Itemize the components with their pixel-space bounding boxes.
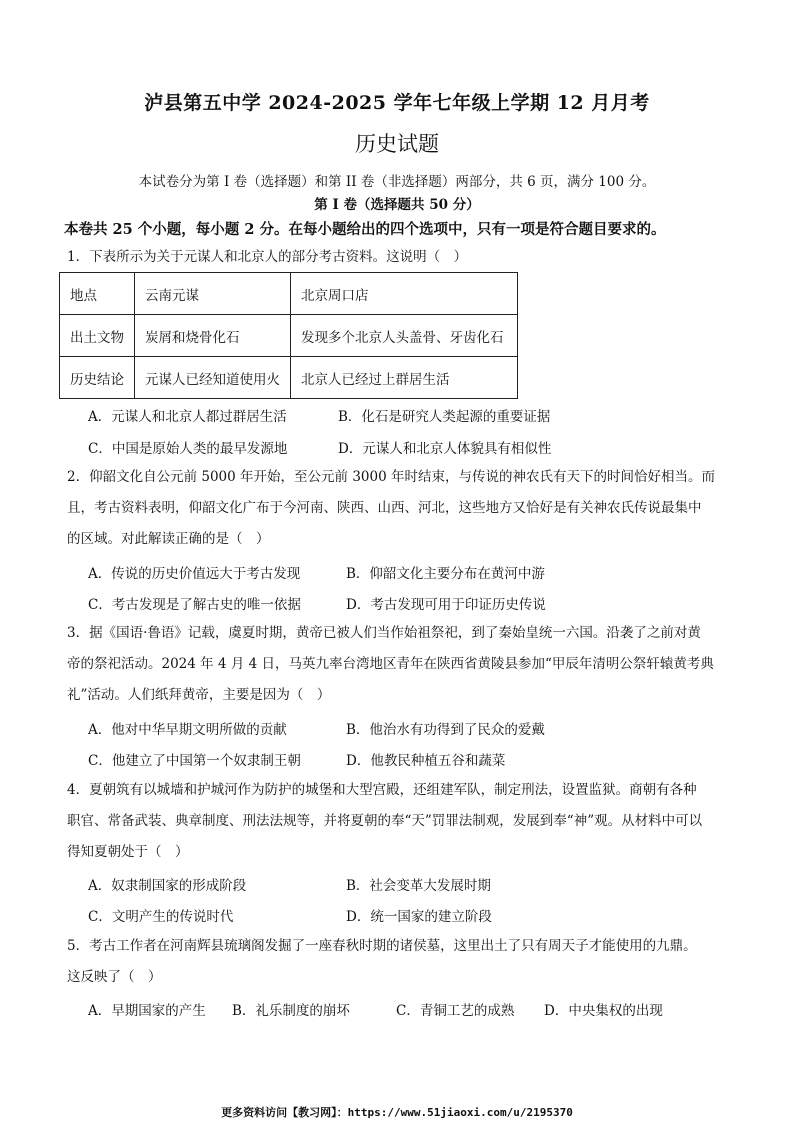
question-line: 的区域。对此解读正确的是（ ） bbox=[67, 531, 270, 547]
question-3-option-a[interactable]: A．他对中华早期文明所做的贡献 bbox=[88, 722, 287, 738]
footer-link[interactable]: 更多资料访问【教习网】：https://www.51jiaoxi.com/u/2195370 bbox=[221, 1106, 573, 1119]
question-1-option-d[interactable]: D．元谋人和北京人体貌具有相似性 bbox=[338, 441, 552, 457]
question-2-option-b[interactable]: B．仰韶文化主要分布在黄河中游 bbox=[346, 566, 545, 582]
question-4-option-c[interactable]: C．文明产生的传说时代 bbox=[88, 909, 234, 925]
question-3-option-b[interactable]: B．他治水有功得到了民众的爱戴 bbox=[346, 722, 545, 738]
question-line: 4．夏朝筑有以城墙和护城河作为防护的城堡和大型宫殿，还组建军队，制定刑法，设置监狱。商朝有各种 bbox=[67, 782, 697, 798]
question-5-option-d[interactable]: D．中央集权的出现 bbox=[544, 1003, 663, 1019]
question-3-option-d[interactable]: D．他教民种植五谷和蔬菜 bbox=[346, 753, 506, 769]
question-1-stem: 1．下表所示为关于元谋人和北京人的部分考古资料。这说明（ ） bbox=[67, 249, 468, 265]
question-5-option-a[interactable]: A．早期国家的产生 bbox=[88, 1003, 206, 1019]
question-4-stem bbox=[67, 775, 727, 868]
question-1-option-a[interactable]: A．元谋人和北京人都过群居生活 bbox=[88, 409, 287, 425]
table-cell: 元谋人已经知道使用火 bbox=[135, 357, 291, 399]
table-cell: 北京周口店 bbox=[291, 273, 518, 315]
question-line: 这反映了（ ） bbox=[67, 969, 162, 985]
question-line: 礼”活动。人们纸拜黄帝，主要是因为（ ） bbox=[67, 687, 331, 703]
exam-title: 泸县第五中学 2024-2025 学年七年级上学期 12 月月考 bbox=[144, 92, 650, 114]
exam-subtitle: 历史试题 bbox=[355, 132, 439, 156]
question-line: 帝的祭祀活动。2024 年 4 月 4 日，马英九率台湾地区青年在陕西省黄陵县参加“甲辰年清明公祭轩辕黄考典 bbox=[67, 656, 714, 672]
question-4-option-a[interactable]: A．奴隶制国家的形成阶段 bbox=[88, 878, 247, 894]
table-row bbox=[60, 315, 518, 357]
part-heading: 第 I 卷（选择题共 50 分） bbox=[314, 197, 480, 213]
question-line: 5．考古工作者在河南辉县琉璃阁发掘了一座春秋时期的诸侯墓，这里出土了只有周天子才能使用的九鼎。 bbox=[67, 938, 697, 954]
question-5-option-b[interactable]: B．礼乐制度的崩坏 bbox=[232, 1003, 350, 1019]
question-1-option-c[interactable]: C．中国是原始人类的最早发源地 bbox=[88, 441, 288, 457]
question-1-table bbox=[59, 272, 518, 399]
table-cell: 炭屑和烧骨化石 bbox=[135, 315, 291, 357]
table-row bbox=[60, 273, 518, 315]
section-instructions: 本卷共 25 个小题，每小题 2 分。在每小题给出的四个选项中，只有一项是符合题目要求的。 bbox=[64, 221, 666, 238]
question-line: 得知夏朝处于（ ） bbox=[67, 844, 189, 860]
question-5-stem bbox=[67, 931, 727, 993]
question-line: 2．仰韶文化自公元前 5000 年开始，至公元前 3000 年时结束，与传说的神农氏有天下的时间恰好相当。而 bbox=[67, 469, 715, 485]
question-4-option-d[interactable]: D．统一国家的建立阶段 bbox=[346, 909, 492, 925]
question-line: 3．据《国语·鲁语》记载，虞夏时期，黄帝已被人们当作始祖祭祀，到了秦始皇统一六国。沿袭了之前对黄 bbox=[67, 625, 701, 641]
question-line: 职官、常备武装、典章制度、刑法法规等，并将夏朝的奉“天”罚罪法制观，发展到奉“神”观。从材料中可以 bbox=[67, 813, 703, 829]
table-row bbox=[60, 357, 518, 399]
table-cell: 云南元谋 bbox=[135, 273, 291, 315]
question-2-stem bbox=[67, 462, 727, 555]
table-cell: 北京人已经过上群居生活 bbox=[291, 357, 518, 399]
question-1-option-b[interactable]: B．化石是研究人类起源的重要证据 bbox=[338, 409, 551, 425]
question-4-option-b[interactable]: B．社会变革大发展时期 bbox=[346, 878, 491, 894]
exam-intro: 本试卷分为第 I 卷（选择题）和第 II 卷（非选择题）两部分，共 6 页，满分 100 分。 bbox=[138, 174, 656, 190]
table-cell: 历史结论 bbox=[60, 357, 135, 399]
question-line: 且，考古资料表明，仰韶文化广布于今河南、陕西、山西、河北，这些地方又恰好是有关神农氏传说最集中 bbox=[67, 500, 702, 516]
question-2-option-d[interactable]: D．考古发现可用于印证历史传说 bbox=[346, 597, 546, 613]
table-cell: 地点 bbox=[60, 273, 135, 315]
question-3-option-c[interactable]: C．他建立了中国第一个奴隶制王朝 bbox=[88, 753, 301, 769]
question-3-stem bbox=[67, 618, 727, 711]
table-cell: 发现多个北京人头盖骨、牙齿化石 bbox=[291, 315, 518, 357]
question-5-option-c[interactable]: C．青铜工艺的成熟 bbox=[396, 1003, 515, 1019]
question-2-option-c[interactable]: C．考古发现是了解古史的唯一依据 bbox=[88, 597, 301, 613]
table-cell: 出土文物 bbox=[60, 315, 135, 357]
question-2-option-a[interactable]: A．传说的历史价值远大于考古发现 bbox=[88, 566, 301, 582]
